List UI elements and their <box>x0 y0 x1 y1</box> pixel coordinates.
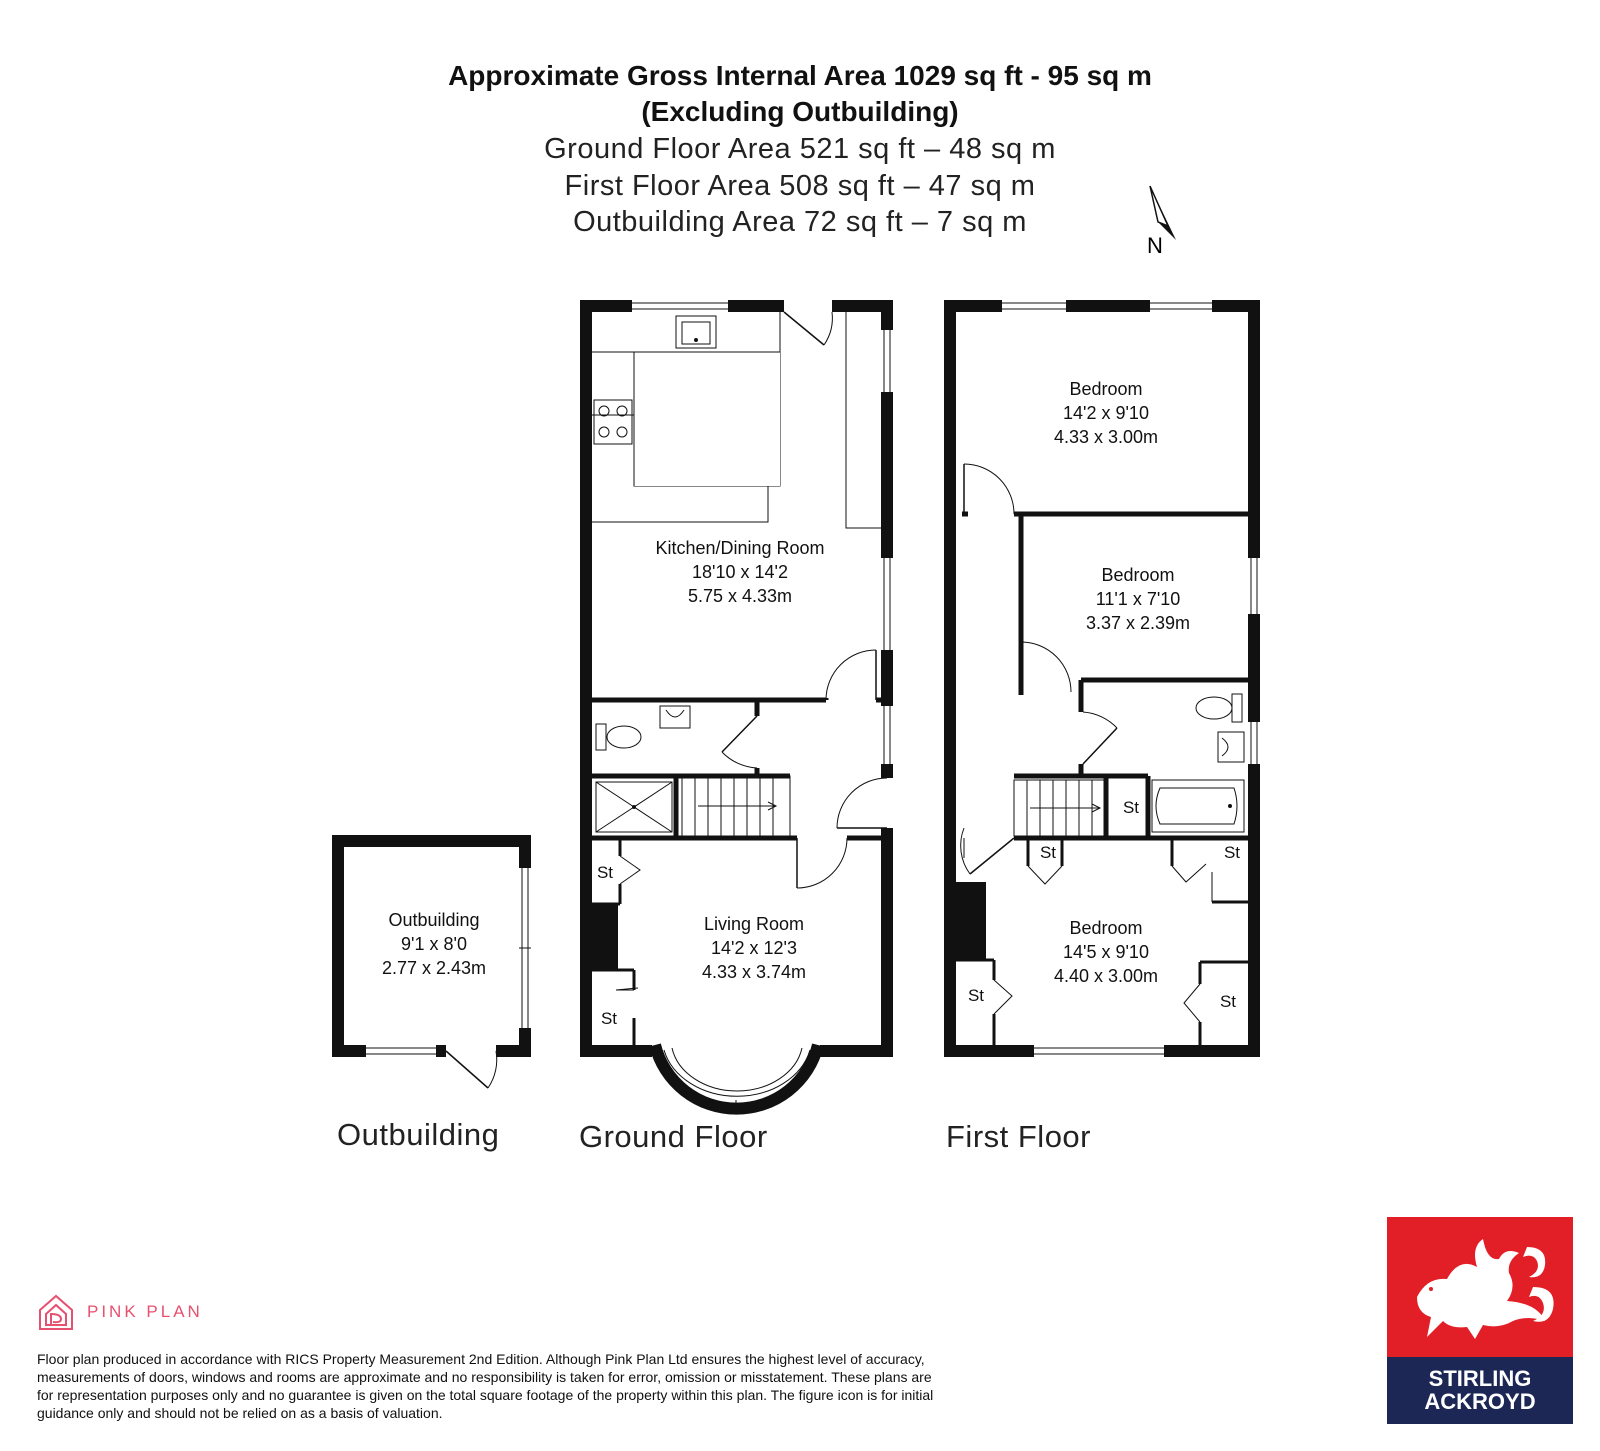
bedroom1-name: Bedroom <box>1069 379 1143 399</box>
disclaimer-text: Floor plan produced in accordance with RICS Property Measurement 2nd Edition. Although Pink Plan Ltd ensures the highest level of accuracy, measurements of doors, windows and rooms are approximate and no responsibility is taken for error, omission or misstatement. These plans are for representation purposes only and no guarantee is given on the total square footage of the property within this plan. The figure icon is for initial guidance only and should not be relied on as a basis of valuation. <box>37 1351 934 1421</box>
first-floor-label: First Floor <box>946 1119 1091 1154</box>
room-bedroom1-label <box>1054 379 1158 447</box>
pink-plan-brand-text: PINK PLAN <box>87 1302 203 1321</box>
kitchen-metric: 5.75 x 4.33m <box>687 586 793 606</box>
storage-label: St <box>1039 843 1057 862</box>
bedroom2-name: Bedroom <box>1101 565 1175 585</box>
logo-line1: STIRLING <box>1428 1366 1532 1391</box>
room-outbuilding-label <box>382 910 486 978</box>
living-name: Living Room <box>703 914 805 934</box>
storage-label: St <box>967 986 985 1005</box>
gross-area-subtitle: (Excluding Outbuilding) <box>641 96 959 127</box>
room-kitchen-label <box>655 538 824 606</box>
storage-label: St <box>1219 992 1237 1011</box>
storage-label: St <box>596 863 614 882</box>
first-floor-area: First Floor Area 508 sq ft – 47 sq m <box>564 170 1036 202</box>
logo-line2: ACKROYD <box>1424 1389 1536 1414</box>
stirling-ackroyd-logo <box>1387 1217 1573 1424</box>
pink-plan-logo <box>37 1292 203 1332</box>
ground-floor-area: Ground Floor Area 521 sq ft – 48 sq m <box>544 133 1056 165</box>
pink-plan-house-icon <box>37 1292 75 1332</box>
outbuilding-metric: 2.77 x 2.43m <box>381 958 487 978</box>
kitchen-name: Kitchen/Dining Room <box>655 538 825 558</box>
ground-floor-label: Ground Floor <box>579 1119 768 1154</box>
north-arrow-icon <box>1147 186 1176 258</box>
living-metric: 4.33 x 3.74m <box>701 962 807 982</box>
kitchen-imperial: 18'10 x 14'2 <box>692 562 788 582</box>
bedroom1-metric: 4.33 x 3.00m <box>1053 427 1159 447</box>
compass-label: N <box>1147 233 1163 258</box>
bedroom3-name: Bedroom <box>1069 918 1143 938</box>
bedroom2-imperial: 11'1 x 7'10 <box>1095 589 1181 609</box>
ground-floor-plan <box>586 300 893 1109</box>
bedroom2-metric: 3.37 x 2.39m <box>1085 613 1191 633</box>
living-imperial: 14'2 x 12'3 <box>711 938 797 958</box>
room-bedroom3-label <box>1054 918 1158 986</box>
outbuilding-area: Outbuilding Area 72 sq ft – 7 sq m <box>573 206 1027 238</box>
gross-area-title: Approximate Gross Internal Area 1029 sq ft - 95 sq m <box>448 60 1152 91</box>
logo-navy-panel <box>1387 1357 1573 1424</box>
bedroom1-imperial: 14'2 x 9'10 <box>1063 403 1149 423</box>
logo-red-panel <box>1387 1217 1573 1357</box>
griffin-icon <box>1387 1217 1573 1357</box>
bedroom3-metric: 4.40 x 3.00m <box>1053 966 1159 986</box>
outbuilding-floor-label: Outbuilding <box>337 1117 500 1152</box>
storage-label: St <box>1122 798 1140 817</box>
storage-label: St <box>1223 843 1241 862</box>
room-bedroom2-label <box>1086 565 1190 633</box>
outbuilding-imperial: 9'1 x 8'0 <box>401 934 467 954</box>
storage-label: St <box>600 1009 618 1028</box>
room-living-label <box>702 914 806 982</box>
bedroom3-imperial: 14'5 x 9'10 <box>1063 942 1149 962</box>
outbuilding-name: Outbuilding <box>388 910 480 930</box>
